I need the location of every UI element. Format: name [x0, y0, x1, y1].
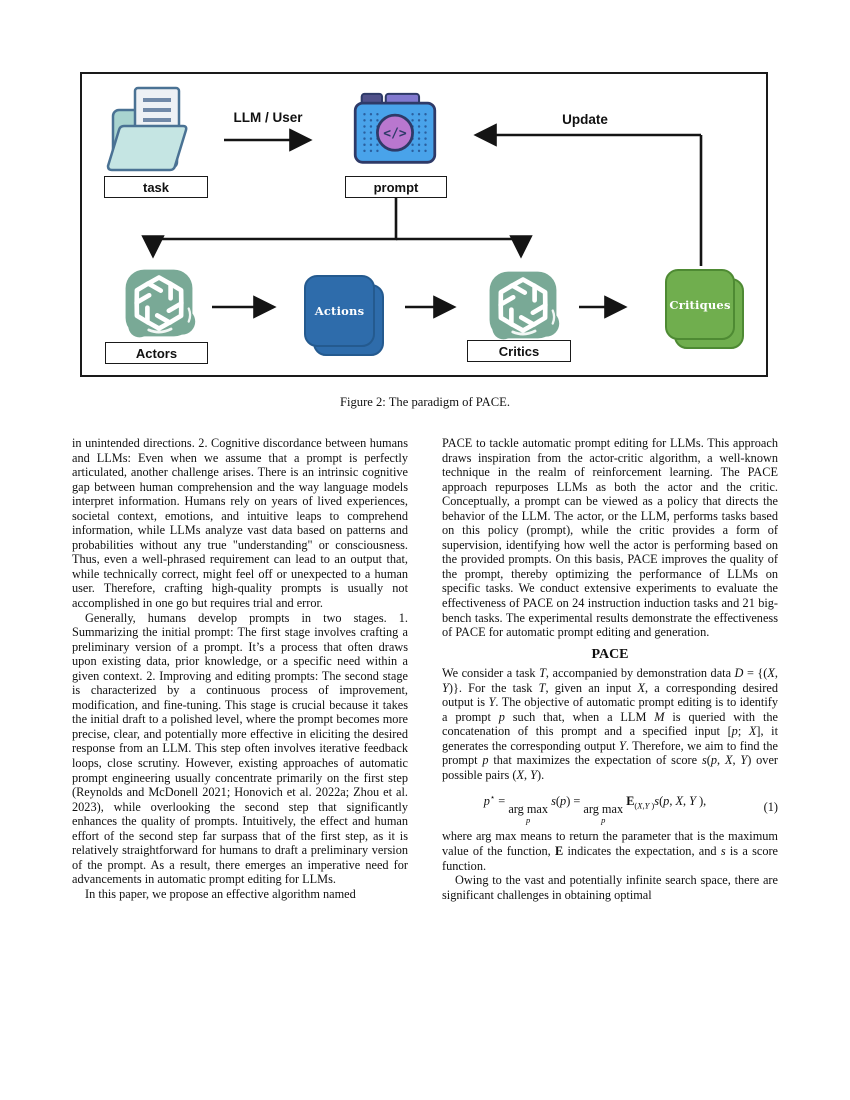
actions-card-front: [304, 275, 375, 347]
paragraph: We consider a task T, accompanied by demonstration data D = {(X, Y)}. For the task T, given an input X, a corresponding desired output is Y. The objective of automatic prompt editing is to identify a prompt p such that, when a LLM M is queried with the concatenation of this prompt and a specified input [p; X], it generates the corresponding output Y. Therefore, we aim to find the prompt p that maximizes the expectation of score s(p, X, Y) over possible pairs (X, Y).: [442, 666, 779, 783]
arrow-prompt-to-critics: [396, 239, 521, 256]
actors-label-text: Actors: [135, 345, 178, 361]
left-text-column: [72, 436, 408, 902]
critics-openai-logo-icon: [482, 266, 564, 344]
paragraph: in unintended directions. 2. Cognitive discordance between humans and LLMs: Even when we assume that a prompt is perfectly articulated, another challenge arises. There is an intrinsic cognitive gap between human comprehension and the way language models interpret information. Humans rely on years of lived experiences, societal context, emotions, and intuitive leaps to comprehend information, while LLMs analyze vast data based on patterns and probabilities without any true "understanding" or consciousness. Thus, even a well-phrased requirement can lead to an output that, while technically correct, might feel off or unexpected to a human user. Therefore, crafting high-quality prompts is usually not accomplished in one go but requires trial and error.: [72, 436, 408, 611]
prompt-label-text: prompt: [373, 179, 419, 195]
critiques-card-front: [665, 269, 735, 340]
prompt-node-label: [345, 176, 447, 198]
critics-node-label: [467, 340, 571, 362]
equation-1: [442, 790, 778, 825]
prompt-code-folder-icon: [352, 92, 438, 166]
actions-label-text: Actions: [314, 304, 365, 318]
critiques-card-stack: [665, 269, 744, 349]
paragraph: where arg max means to return the parameter that is the maximum value of the function, E indicates the expectation, and s is a score function.: [442, 829, 779, 873]
update-edge-label: Update: [562, 112, 608, 127]
paragraph: PACE to tackle automatic prompt editing for LLMs. This approach draws inspiration from the actor-critic algorithm, a well-known technique in the realm of reinforcement learning. The PACE approach repurposes LLMs as both the actor and the critic. Conceptually, a prompt can be viewed as a policy that directs the behavior of the LLM. The actor, or the LLM, performs tasks based on this policy (prompt), while the critic provides a form of supervision, identifying how well the actor is performing based on the provided prompts. On this basis, PACE improves the quality of the prompt, thereby optimizing the performance of LLMs on specific tasks. We conduct extensive experiments to evaluate the effectiveness of PACE on 24 instruction induction tasks and 21 big-bench tasks. The experimental results demonstrate the effectiveness of PACE for automatic prompt editing and generation.: [442, 436, 778, 640]
figure-2-diagram: [80, 72, 768, 377]
critics-label-text: Critics: [498, 343, 540, 359]
llm-user-edge-label: LLM / User: [233, 110, 303, 125]
equation-number: (1): [763, 799, 778, 814]
right-text-column: [442, 436, 778, 902]
paragraph: In this paper, we propose an effective algorithm named: [85, 886, 356, 901]
figure-caption: Figure 2: The paradigm of PACE.: [339, 395, 510, 409]
actors-node-label: [105, 342, 208, 364]
arrow-prompt-to-actors: [153, 198, 396, 256]
task-folder-icon: [104, 84, 210, 180]
paragraph: Owing to the vast and potentially infinite search space, there are significant challenges in obtaining optimal: [442, 873, 778, 902]
code-glyph: </>: [383, 126, 407, 142]
paragraph: Generally, humans develop prompts in two stages. 1. Summarizing the initial prompt: The first stage involves crafting a preliminary version of a prompt. It’s a process that often draws upon existing data, prior knowledge, or a specific need within a given context. 2. Improving and editing prompts: The second stage is characterized by a continuous process of improvement, modification, and fine-tuning. This stage is crucial because it takes the initial draft to a polished level, where the prompt becomes more precise, clear, and potentially more effective in eliciting the desired response from an LLM. This step often involves iterative feedback loops, close scrutiny. However, existing approaches of automatic prompt engineering usually concentrate primarily on the first step (Reynolds and McDonell 2021; Honovich et al. 2022a; Zhou et al. 2023), while overlooking the second step that significantly enhances the quality of prompts. Intuitively, the effect and human effort of the second step far surpass that of the first step, as it is relatively straightforward for humans to draft a preliminary version of the prompt. As a result, there emerges an imperative need for advancements in automatic prompt editing for LLMs.: [72, 610, 408, 887]
critiques-label-text: Critiques: [669, 297, 731, 312]
actions-card-stack: [304, 275, 384, 356]
task-label-text: task: [142, 179, 170, 195]
task-node-label: [104, 176, 208, 198]
equation-body: p⋆ = arg max p s(p) = arg max p $E_{(X,Y )}s(p$, X, Y ),: [483, 791, 707, 825]
actors-openai-logo-icon: [118, 264, 200, 342]
section-heading-pace: PACE: [591, 646, 629, 662]
